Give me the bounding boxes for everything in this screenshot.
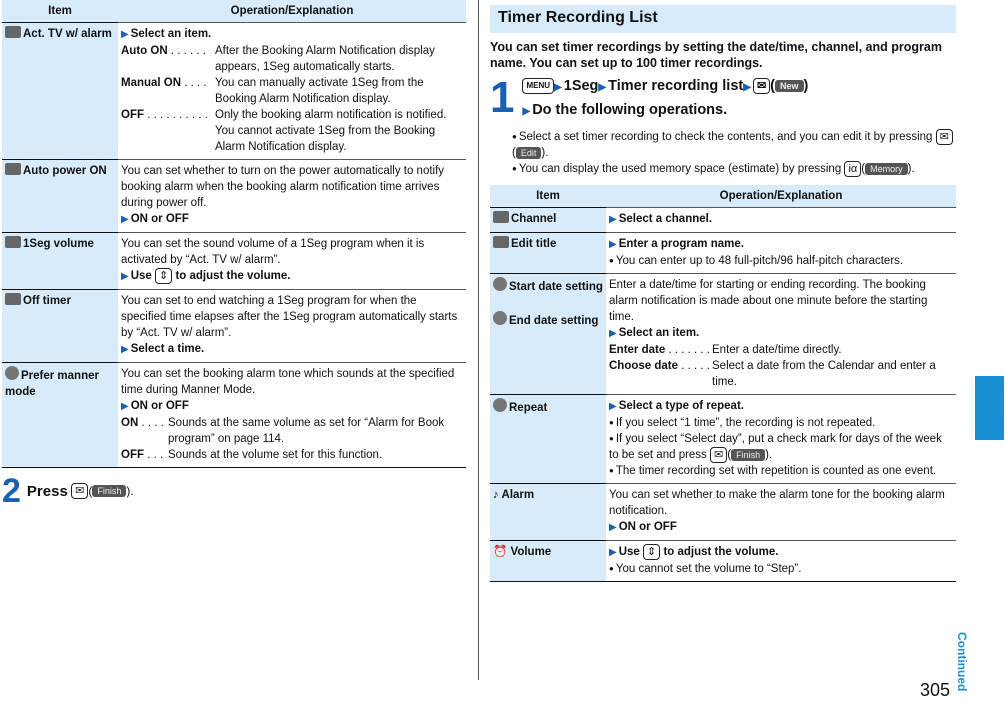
item-date-setting: Start date setting End date setting bbox=[490, 274, 606, 395]
item-1seg-volume: 1Seg volume bbox=[2, 233, 118, 290]
step-number: 2 bbox=[2, 472, 21, 511]
edit-softkey: Edit bbox=[516, 147, 542, 159]
side-tab-label: 1Seg bbox=[989, 395, 1006, 434]
item-channel: Channel bbox=[490, 208, 606, 233]
memory-softkey: Memory bbox=[865, 163, 908, 175]
channel-icon bbox=[493, 211, 509, 223]
alarm-clock-icon: ⏰ bbox=[493, 546, 511, 559]
item-off-timer: Off timer bbox=[2, 290, 118, 363]
power-icon bbox=[5, 163, 21, 175]
column-divider bbox=[478, 0, 479, 680]
menu-key-icon: MENU bbox=[522, 78, 554, 94]
tv-alarm-icon bbox=[5, 26, 21, 38]
page-number: 305 bbox=[920, 680, 951, 700]
item-repeat: Repeat bbox=[490, 395, 606, 484]
item-alarm: ♪ Alarm bbox=[490, 484, 606, 541]
item-edit-title: Edit title bbox=[490, 233, 606, 274]
item-auto-power: Auto power ON bbox=[2, 160, 118, 233]
intro-text: You can set timer recordings by setting the date/time, channel, and program name. You can set up to 100 timer recordings. bbox=[490, 40, 942, 70]
title-icon bbox=[493, 236, 509, 248]
manner-icon bbox=[5, 366, 19, 380]
item-act-tv: Act. TV w/ alarm bbox=[2, 23, 118, 160]
timer-icon bbox=[5, 293, 21, 305]
step-2: 2 Press ✉ ( Finish ). bbox=[2, 472, 134, 511]
mail-key-icon: ✉ bbox=[71, 483, 88, 499]
left-column bbox=[2, 0, 466, 511]
col-op-header: Operation/Explanation bbox=[118, 0, 466, 23]
speaker-icon bbox=[5, 236, 21, 248]
item-volume: ⏰ Volume bbox=[490, 541, 606, 582]
finish-softkey: Finish bbox=[92, 485, 126, 497]
timer-table: Item Operation/Explanation Channel ▶ Select a channel. Edit title ▶ Enter a program name. ● You can enter up to 48 full-pitch/96 half-pitch characters. Start date setting End date setting Enter a date/time for starting or ending recording. The booking alarm notification is made about one minute before the starting time. ▶ Select an item. Enter date . . . . . . . Enter a date/time directly. Choose date . . . . . Select a date from the Calendar and enter a time. Repeat ▶ Select a type of repeat. ● If you select “1 time”, the recording is not repeated. ● If you select “Select day”, put a check mark for days of the week to be set and press ✉ ( Finish ). ● The timer recording set with repetition is counted as one event. ♪ Alarm You can set whether to make the alarm tone for the booking alarm notification. ▶ ON or OFF ⏰ Volume ▶ Use ⇕ to adjust the volume. ● You cannot set the volume to “Step”. bbox=[490, 185, 956, 582]
i-appli-key-icon: iα bbox=[844, 161, 861, 177]
continued-label: Continued bbox=[955, 632, 969, 692]
right-column: Timer Recording List You can set timer recordings by setting the date/time, channel, and program name. You can set up to 100 timer recordings. 1 MENU ▶ 1Seg▶ Timer recording list▶ ✉ ( New ) ▶ Do the following operations. ● Select a set timer recording to check the contents, and you can edit it by pressing ✉( Edit ). ● You can display the used memory space (estimate) by pressing iα ( Memory ). Item Operation/Explanation Channel ▶ Select a channel. Edit title ▶ Enter a program name. ● You can enter up to 48 full-pitch/96 half-pitch characters. Start date setting End date setting Enter a date/time for starting or ending recording. The booking alarm notification is made about one minute before the starting time. ▶ Select an item. Enter date . . . . . . . Enter a date/time directly. Choose date . . . . . Select a date from the Calendar and enter a time. Repeat ▶ Select a type of repeat. ● If you select “1 time”, the recording is not repeated. ● If you select “Select day”, put a check mark for days of the week to be set and press ✉ ( Finish ). ● The timer recording set with repetition is counted as one event. ♪ Alarm You can set whether to make the alarm tone for the booking alarm notification. ▶ ON or OFF ⏰ Volume ▶ Use ⇕ to adjust the volume. ● You cannot set the volume to “Step”. bbox=[490, 0, 956, 582]
repeat-icon bbox=[493, 398, 507, 412]
direction-key-icon: ⇕ bbox=[155, 268, 172, 284]
section-banner: Timer Recording List bbox=[490, 5, 956, 33]
step-1: 1 MENU ▶ 1Seg▶ Timer recording list▶ ✉ ( New ) ▶ Do the following operations. bbox=[490, 73, 809, 122]
item-prefer-manner: Prefer manner mode bbox=[2, 363, 118, 468]
settings-table: Item Operation/Explanation Act. TV w/ alarm ▶ Select an item. Auto ON . . . . . . After the Booking Alarm Notification display appears, 1Seg automatically starts. Manual ON . . . . You can manually activate 1Seg from the Booking Alarm Notification display. OFF . . . . . . . . . . Only the booking alarm notification is notified. You cannot activate 1Seg from the Booking Alarm Notification display. Auto power ON You can set whether to turn on the power automatically to notify booking alarm when the booking alarm notification time arrives during power off. ▶ ON or OFF 1Seg volume You can set the sound volume of a 1Seg program when it is activated by “Act. TV w/ alarm”. ▶ Use ⇕ to adjust the volume. Off timer You can set to end watching a 1Seg program for when the specified time elapses after the 1Seg program automatically starts by “Act. TV w/ alarm”. ▶ Select a time. Prefer manner mode You can set the booking alarm tone which sounds at the specified time during Manner Mode. ▶ ON or OFF ON . . . . Sounds at the same volume as set for “Alarm for Book program” on page 114. OFF . . . Sounds at the volume set for this function. bbox=[2, 0, 466, 468]
mail-key-icon: ✉ bbox=[753, 78, 770, 94]
col-item-header: Item bbox=[2, 0, 118, 23]
new-softkey: New bbox=[775, 80, 804, 92]
clock-icon bbox=[493, 277, 507, 291]
clock-icon bbox=[493, 311, 507, 325]
note-icon: ♪ bbox=[493, 489, 502, 502]
